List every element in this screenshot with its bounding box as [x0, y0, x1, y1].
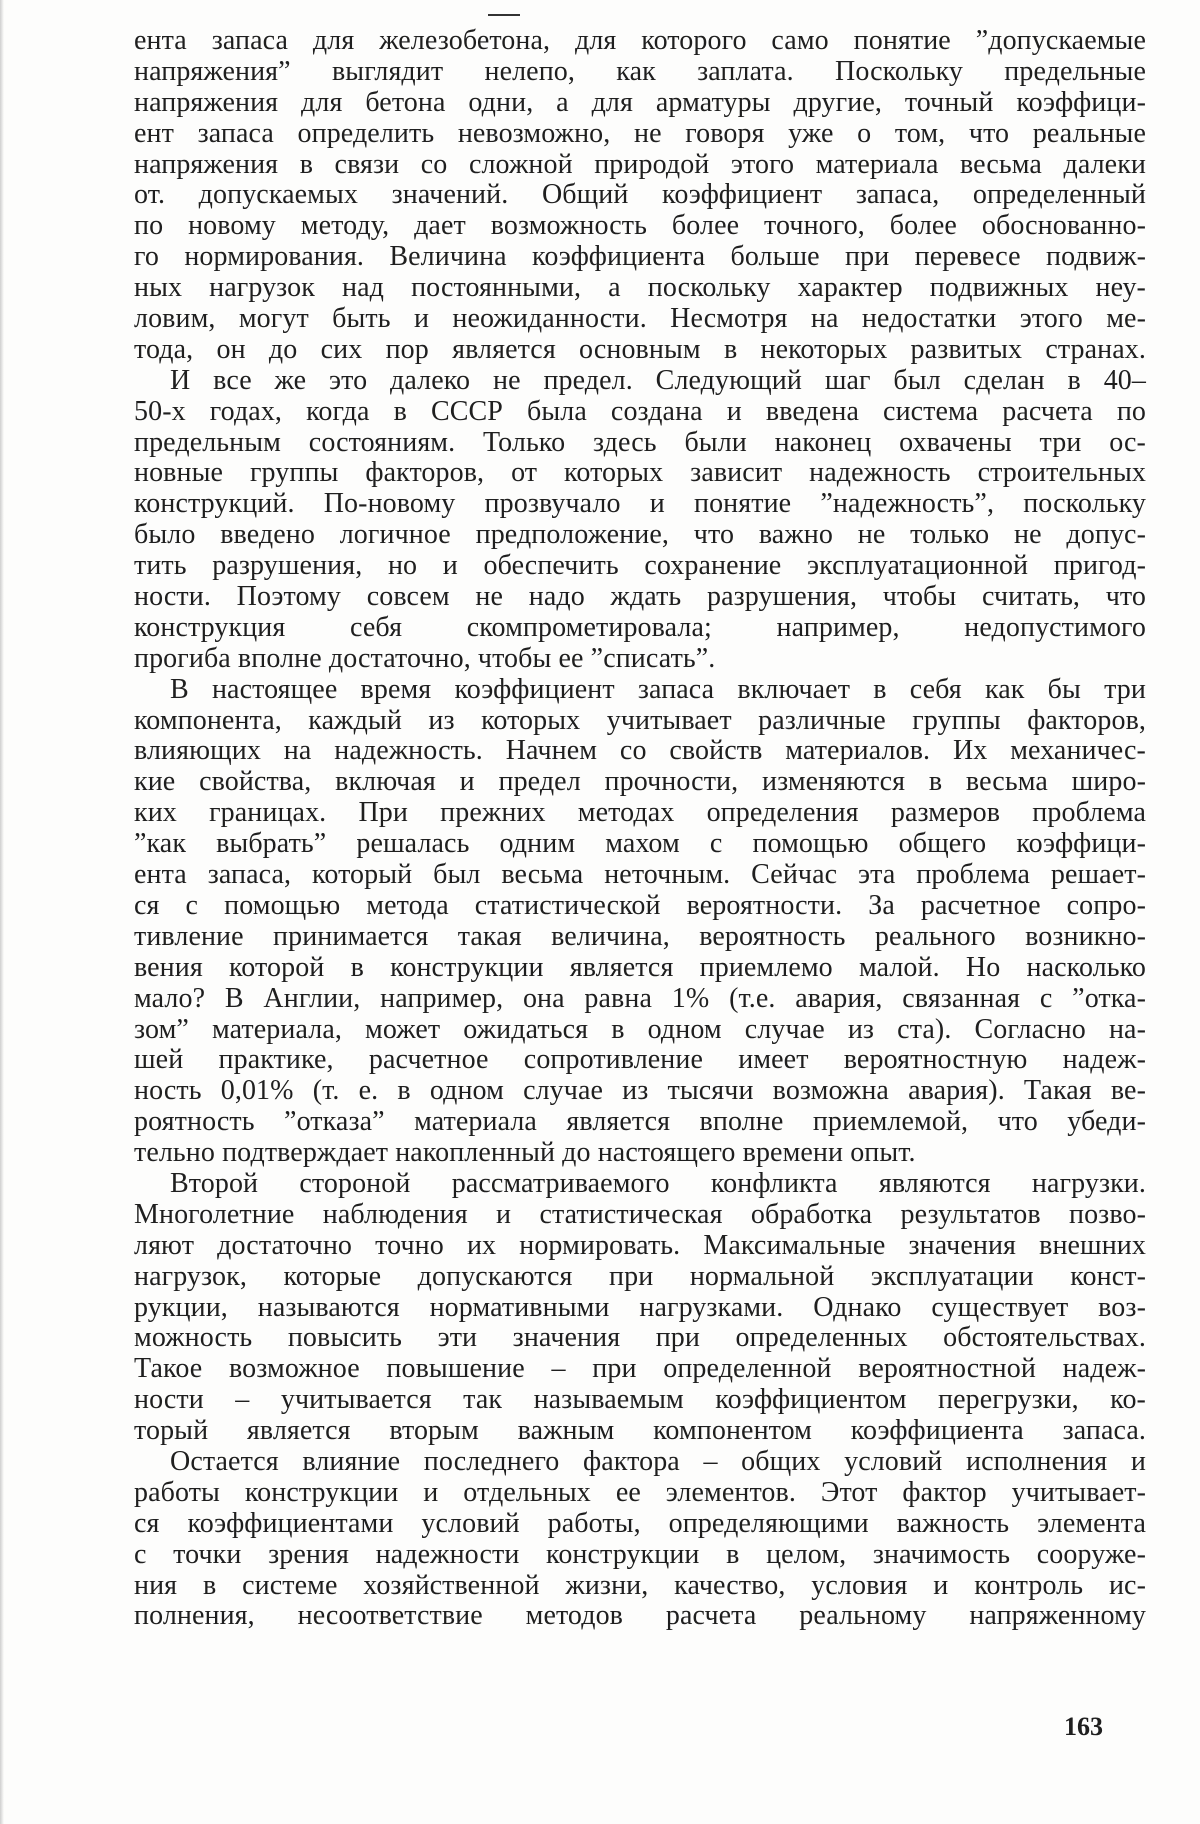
- text-line: от. допускаемых значений. Общий коэффициент запаса, определенный: [134, 179, 1146, 211]
- text-line: прогиба вполне достаточно, чтобы ее ”списать”.: [134, 642, 716, 674]
- text-line: компонента, каждый из которых учитывает различные группы факторов,: [134, 704, 1146, 736]
- text-line: ловим, могут быть и неожиданности. Несмотря на недостатки этого ме-: [134, 303, 1146, 335]
- text-line: ляют достаточно точно их нормировать. Максимальные значения внешних: [134, 1229, 1146, 1261]
- text-line: напряжения в связи со сложной природой этого материала весьма далеки: [134, 148, 1146, 180]
- text-line: с точки зрения надежности конструкции в целом, значимость сооруже-: [134, 1538, 1146, 1570]
- text-line: ности. Поэтому совсем не надо ждать разрушения, чтобы считать, что: [134, 581, 1146, 613]
- text-line: можность повысить эти значения при определенных обстоятельствах.: [134, 1322, 1146, 1354]
- text-line: вения которой в конструкции является приемлемо малой. Но насколько: [134, 951, 1146, 983]
- text-line: В настоящее время коэффициент запаса включает в себя как бы три: [170, 673, 1146, 705]
- paragraph-2: [134, 366, 1146, 675]
- text-line: напряжения” выглядит нелепо, как заплата. Поскольку предельные: [134, 55, 1146, 87]
- text-line: ких границах. При прежних методах определения размеров проблема: [134, 797, 1146, 829]
- paragraph-5: [134, 1447, 1146, 1632]
- text-line: Второй стороной рассматриваемого конфликта являются нагрузки.: [170, 1167, 1146, 1199]
- text-line: И все же это далеко не предел. Следующий шаг был сделан в 40–: [170, 364, 1146, 396]
- text-line: ся с помощью метода статистической вероятности. За расчетное сопро-: [134, 889, 1146, 921]
- text-line: ”как выбрать” решалась одним махом с помощью общего коэффици-: [134, 828, 1146, 860]
- text-line: торый является вторым важным компонентом коэффициента запаса.: [134, 1415, 1146, 1447]
- text-line: 50-х годах, когда в СССР была создана и введена система расчета по: [134, 395, 1146, 427]
- body-text: [134, 26, 1146, 1632]
- text-line: зом” материала, может ожидаться в одном случае из ста). Согласно на-: [134, 1013, 1146, 1045]
- text-line: ность 0,01% (т. е. в одном случае из тысячи возможна авария). Такая ве-: [134, 1075, 1146, 1107]
- text-line: конструкция себя скомпрометировала; например, недопустимого: [134, 611, 1146, 643]
- text-line: было введено логичное предположение, что важно не только не допус-: [134, 519, 1146, 551]
- text-line: Многолетние наблюдения и статистическая обработка результатов позво-: [134, 1198, 1146, 1230]
- text-line: конструкций. По-новому прозвучало и понятие ”надежность”, поскольку: [134, 488, 1146, 520]
- text-line: шей практике, расчетное сопротивление имеет вероятностную надеж-: [134, 1044, 1146, 1076]
- text-line: го нормирования. Величина коэффициента больше при перевесе подвиж-: [134, 241, 1146, 273]
- page-number: 163: [1064, 1712, 1103, 1741]
- text-line: ента запаса для железобетона, для которого само понятие ”допускаемые: [134, 25, 1146, 56]
- text-line: нагрузок, которые допускаются при нормальной эксплуатации конст-: [134, 1260, 1146, 1292]
- text-line: ся коэффициентами условий работы, определяющими важность элемента: [134, 1507, 1146, 1539]
- paragraph-3: [134, 675, 1146, 1169]
- page-edge-shadow: [0, 0, 4, 1824]
- text-line: предельным состояниям. Только здесь были наконец охвачены три ос-: [134, 426, 1146, 458]
- text-line: по новому методу, дает возможность более точного, более обоснованно-: [134, 210, 1146, 242]
- text-line: ных нагрузок над постоянными, а поскольку характер подвижных неу-: [134, 272, 1146, 304]
- text-line: новные группы факторов, от которых зависит надежность строительных: [134, 457, 1146, 489]
- paragraph-1: [134, 26, 1146, 366]
- text-line: влияющих на надежность. Начнем со свойств материалов. Их механичес-: [134, 735, 1146, 767]
- text-line: работы конструкции и отдельных ее элементов. Этот фактор учитывает-: [134, 1476, 1146, 1508]
- text-line: тода, он до сих пор является основным в некоторых развитых странах.: [134, 333, 1146, 365]
- text-line: ента запаса, который был весьма неточным. Сейчас эта проблема решает-: [134, 859, 1146, 891]
- text-line: ности – учитывается так называемым коэффициентом перегрузки, ко-: [134, 1384, 1146, 1416]
- text-line: кие свойства, включая и предел прочности, изменяются в весьма широ-: [134, 766, 1146, 798]
- text-line: напряжения для бетона одни, а для арматуры другие, точный коэффици-: [134, 86, 1146, 118]
- text-line: мало? В Англии, например, она равна 1% (т.е. авария, связанная с ”отка-: [134, 982, 1146, 1014]
- text-line: Такое возможное повышение – при определенной вероятностной надеж-: [134, 1353, 1146, 1385]
- text-line: тельно подтверждает накопленный до настоящего времени опыт.: [134, 1137, 916, 1169]
- text-line: ент запаса определить невозможно, не говоря уже о том, что реальные: [134, 117, 1146, 149]
- text-line: роятность ”отказа” материала является вполне приемлемой, что убеди-: [134, 1106, 1146, 1138]
- text-line: тивление принимается такая величина, вероятность реального возникно-: [134, 920, 1146, 952]
- top-mark: [488, 14, 520, 16]
- text-line: рукции, называются нормативными нагрузками. Однако существует воз-: [134, 1291, 1146, 1323]
- text-line: Остается влияние последнего фактора – общих условий исполнения и: [170, 1445, 1146, 1477]
- text-line: полнения, несоответствие методов расчета реальному напряженному: [134, 1600, 1146, 1632]
- text-line: ния в системе хозяйственной жизни, качество, условия и контроль ис-: [134, 1569, 1146, 1601]
- text-line: тить разрушения, но и обеспечить сохранение эксплуатационной пригод-: [134, 550, 1146, 582]
- paragraph-4: [134, 1169, 1146, 1447]
